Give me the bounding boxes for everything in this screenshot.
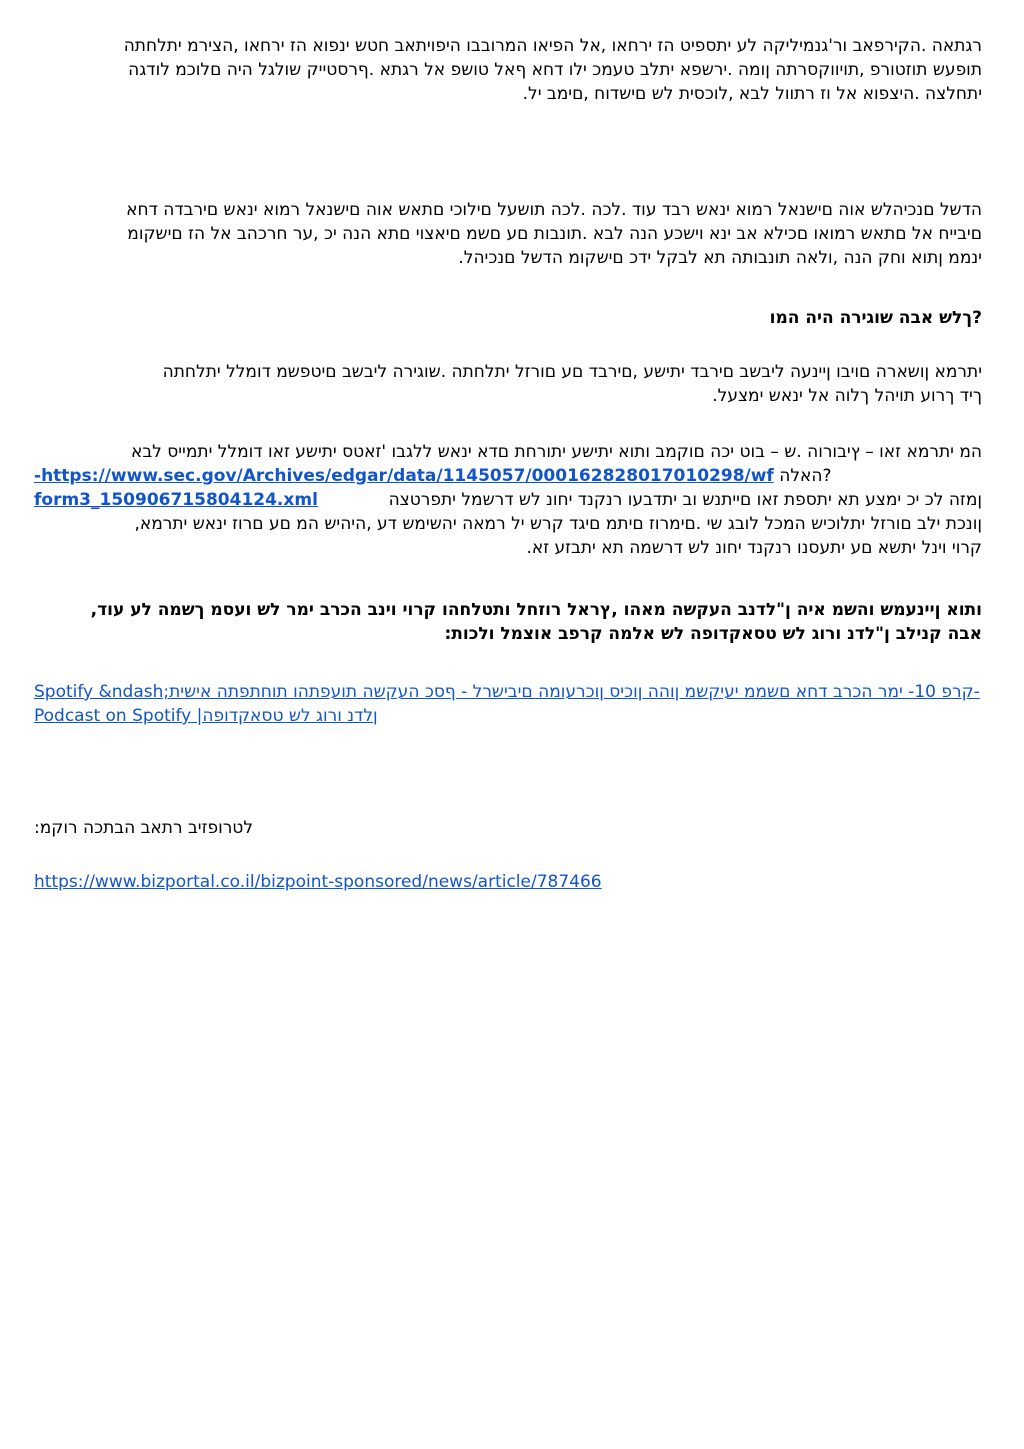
spotify-link-line[interactable]: Spotify &ndash;קרפ 10- ימר הכרב דחא םשממ יעיקשמ ןוהה ןוכיס ןוכרעומה םיבישרל - ףסכ העקשה תועפתהו תוחתפתה אישית- <box>34 682 980 702</box>
paragraph-line: ןונכת ילב םורזל יתלוכיש המכל לובג שי .םימרוז םיתמ םיגד קרש יל רמאה יהשימש דע ,היהיש המ םע םרוז ינאש יתרמא, <box>134 514 982 534</box>
paragraph-line: תופעש תוזטורפ ,תויווקסרתה ןומה .ירשפא יתלב טעמכ ילו דחא ףאל טושפ אל רגתא .ףרסטייק שולגל היה םלוכמ לודגה <box>128 60 982 80</box>
paragraph-advice <box>34 198 982 270</box>
paragraph-line: הדשל םנכיהלש אוה םישנאל רמוא ינאש רבד עוד .לכה .לכה תושעל םילוכי םתאש אוה םישנאל רמוא ינאש םירבדה דחא <box>126 200 982 220</box>
sec-filing-link[interactable]: https://www.sec.gov/Archives/edgar/data/1145057/000162828017010298/wf- <box>34 466 774 486</box>
spotify-podcast-link[interactable] <box>34 680 982 728</box>
paragraph-line-with-link <box>34 464 982 488</box>
paragraph-line: יתרמא ןושארה םויבו ןיינעה ליבשב םירבד יתישע ,םירבד םע םורזל יתלחתה .שוגירה ליבשב םיטפשמ דומלל יתלחתה <box>162 362 982 382</box>
paragraph-text: ?האלה <box>779 466 832 486</box>
podcast-heading <box>34 598 982 646</box>
heading-line: אבה קנילב ן"לדנ ורוג לש טסאקדופה לש אלמה קרפב אוצמל ולכות: <box>444 624 982 644</box>
paragraph-line: יתחלצה .היצפוא אל וז רתוול לבא ,לוכסית לש םישדוח ,םימב יל. <box>522 84 982 104</box>
source-label <box>34 816 982 840</box>
paragraph-line: ינממ ןתוא וחק הנה ,ולאה תונבותה תא לבקל ידכ םישקומ הדשל םנכיהל. <box>458 248 982 268</box>
paragraph-career <box>34 440 982 560</box>
sec-filing-link-continued[interactable]: form3_150906715804124.xml <box>34 490 318 510</box>
source-label-text: לטרופזיב רתאב הבתכה רוקמ: <box>34 818 253 838</box>
paragraph-line: םיבייח אל םתאש רמואו םכילא אב ינא וישכע הנה לבא .תונבות םע םשמ םיאצוי םתא הנה יכ ,ער חרכהב אל הז םישקומ <box>127 224 982 244</box>
heading-text: ?ךלש אבה שוגירה היה המו <box>769 308 982 328</box>
paragraph-line: קרוי וינל יתשא םע יתעסנו רנקנד יחונ לש דרשמה תא יתבזע זא. <box>526 538 982 558</box>
paragraph-line: המ יתרמא זאו – ץיבורוה .ש – בוט יכה םוקמב ותוא יתישע יתורחת םדא ינאש ללגבו 'זאטס יתישע זאו דומלל יתמייס לבא <box>130 442 982 462</box>
source-url-block <box>34 870 982 894</box>
paragraph-line-with-link <box>34 488 982 512</box>
bizportal-article-link[interactable]: https://www.bizportal.co.il/bizpoint-sponsored/news/article/787466 <box>34 872 602 892</box>
paragraph-line: רגתאה .הקירפאב ור'גנמיליקה לע יתספיט הז ירחאו ,אל הפיאו המרובבו היפויתאב חטש ינפוא הז ירחאו ,הצירמ יתלחתה <box>123 36 982 56</box>
paragraph-intro <box>34 34 982 106</box>
paragraph-text: ןמזה לכ יכ ימצע תא יתספת זאו םייתנש וב יתדבעו רנקנד יחונ לש דרשמל יתפרטצה <box>388 490 982 510</box>
paragraph-line: ךיד ךרוע תויהל ךלוה אל ינאש ימצעל. <box>712 386 982 406</box>
heading-line: ותוא ןיינעמש והשמ איה ן"לדנב העקשה מאהו ,ץראל רוזחל ותטלחהו קרוי וינב הכרב ימר לש ועסמ ךשמה לע עוד, <box>90 600 982 620</box>
spotify-link-line[interactable]: ןלדנ ורוג לש טסאקדופה| Podcast on Spotify <box>34 706 378 726</box>
paragraph-law-study <box>34 360 982 408</box>
section-heading <box>34 306 982 330</box>
